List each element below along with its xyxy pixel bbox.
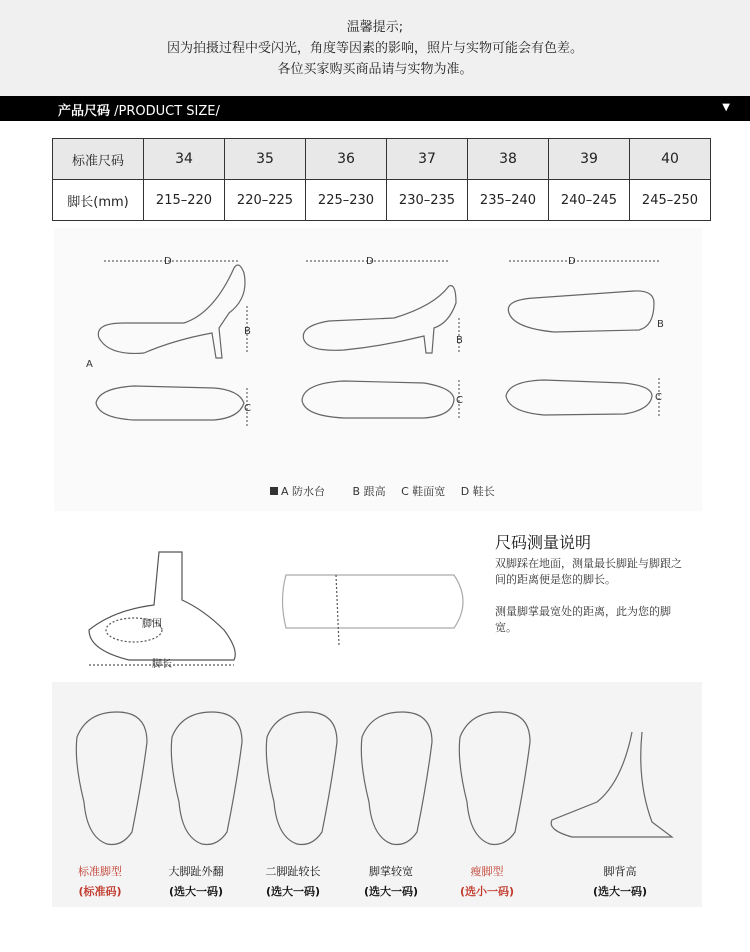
foot-type-high-instep [570, 862, 670, 902]
dim-label-d: D [568, 256, 576, 267]
shoe-dimension-diagram [54, 228, 702, 511]
length-cell: 220–225 [225, 180, 306, 221]
dim-label-c: C [244, 403, 251, 414]
length-cell: 230–235 [387, 180, 468, 221]
length-cell: 245–250 [630, 180, 711, 221]
foot-type-name: 标准脚型 [78, 865, 122, 878]
length-row-label: 脚长(mm) [53, 180, 144, 221]
size-cell: 40 [630, 139, 711, 180]
size-cell: 38 [468, 139, 549, 180]
girth-label: 脚围 [142, 619, 162, 630]
notice-line-3: 各位买家购买商品请与实物为准。 [277, 62, 473, 77]
length-label: 脚长 [152, 659, 172, 670]
foot-type-advice: (选大一码) [168, 885, 224, 898]
dim-label-a: A [86, 359, 93, 370]
section-title-en: /PRODUCT SIZE/ [110, 104, 220, 119]
measurement-illustration [54, 520, 702, 680]
legend-label: A 防水台 [281, 485, 326, 498]
foot-type-advice: (选小一码) [459, 885, 515, 898]
dim-label-b: B [244, 326, 251, 337]
size-row [53, 139, 711, 180]
length-cell: 215–220 [144, 180, 225, 221]
legend-item: C 鞋面宽 [401, 485, 446, 498]
dim-label-c: C [655, 392, 662, 403]
section-title [58, 100, 220, 119]
dim-label-d: D [366, 256, 374, 267]
foot-type-name: 脚掌较宽 [369, 865, 413, 878]
foot-type-standard [50, 862, 150, 902]
foot-type-advice: (选大一码) [592, 885, 648, 898]
length-cell: 225–230 [306, 180, 387, 221]
dim-label-b: B [657, 319, 664, 330]
legend-square-icon [270, 487, 278, 495]
size-cell: 34 [144, 139, 225, 180]
legend-item [270, 485, 337, 498]
foot-type-advice: (选大一码) [363, 885, 419, 898]
measure-title: 尺码测量说明 [495, 533, 592, 552]
foot-type-advice: (选大一码) [265, 885, 321, 898]
size-cell: 39 [549, 139, 630, 180]
notice-panel [0, 0, 750, 96]
length-cell: 235–240 [468, 180, 549, 221]
foot-type-wide [341, 862, 441, 902]
foot-type-name: 大脚趾外翻 [168, 865, 224, 878]
section-header-bar [0, 96, 750, 121]
length-row [53, 180, 711, 221]
caret-down-icon: ▼ [722, 102, 730, 113]
foot-type-name: 瘦脚型 [470, 865, 504, 878]
foot-type-name: 二脚趾较长 [265, 865, 321, 878]
measure-text-length: 双脚踩在地面，测量最长脚趾与脚跟之间的距离便是您的脚长。 [495, 557, 682, 586]
foot-type-long-second-toe [243, 862, 343, 902]
size-cell: 35 [225, 139, 306, 180]
foot-type-slim [437, 862, 537, 902]
dim-label-d: D [164, 256, 172, 267]
notice-line-1: 温馨提示; [346, 20, 404, 35]
dim-label-c: C [456, 395, 463, 406]
foot-type-advice: (标准码) [78, 885, 122, 898]
size-row-label: 标准尺码 [53, 139, 144, 180]
legend-item: B 跟高 [352, 485, 386, 498]
section-title-cn: 产品尺码 [58, 104, 111, 119]
foot-measure-svg [54, 520, 484, 680]
shoe-diagram-svg [54, 228, 702, 511]
size-cell: 37 [387, 139, 468, 180]
size-table [52, 138, 711, 221]
dim-label-b: B [456, 335, 463, 346]
notice-line-2: 因为拍摄过程中受闪光，角度等因素的影响，照片与实物可能会有色差。 [166, 41, 583, 56]
size-cell: 36 [306, 139, 387, 180]
shoe-legend [270, 483, 507, 499]
foot-type-name: 脚背高 [603, 865, 637, 878]
foot-type-bunion [146, 862, 246, 902]
measure-text-width: 测量脚掌最宽处的距离，此为您的脚宽。 [495, 605, 671, 634]
length-cell: 240–245 [549, 180, 630, 221]
legend-item: D 鞋长 [460, 485, 495, 498]
